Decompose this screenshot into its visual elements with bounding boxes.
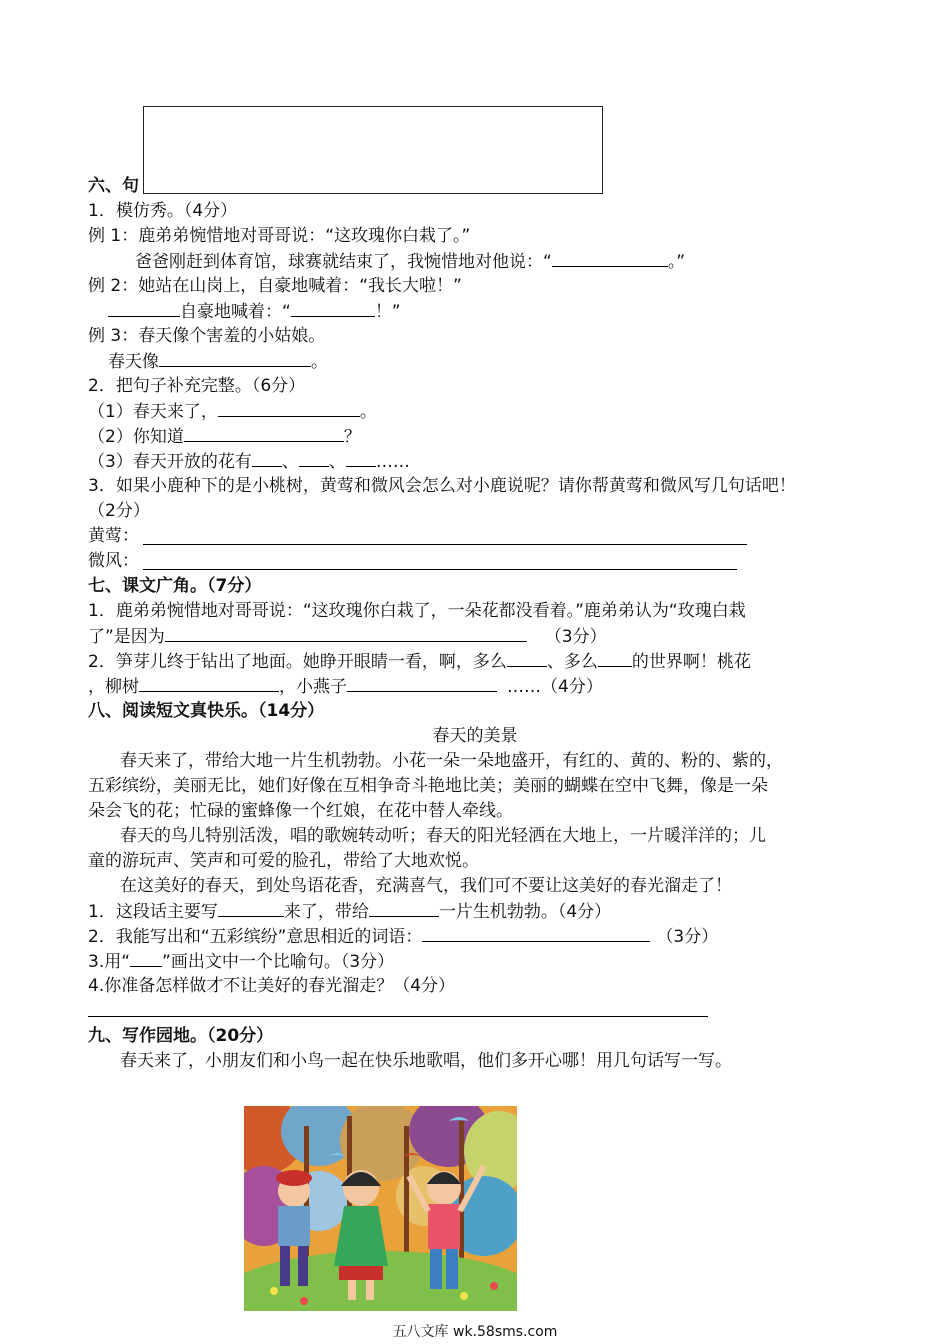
- blank[interactable]: [347, 674, 497, 692]
- q7-1-line2: 了”是因为 （3分）: [88, 624, 607, 649]
- passage-p1-line3: 朵会飞的花；忙碌的蜜蜂像一个红娘，在花中替人牵线。: [88, 801, 513, 821]
- footer-watermark: 五八文库 wk.58sms.com: [392, 1324, 558, 1340]
- blank-box: [143, 106, 603, 194]
- passage-p2-line1: 春天的鸟儿特别活泼，唱的歌婉转动听；春天的阳光轻洒在大地上，一片暖洋洋的；儿: [120, 826, 766, 846]
- passage-p1-line1: 春天来了，带给大地一片生机勃勃。小花一朵一朵地盛开，有红的、黄的、粉的、紫的，: [120, 751, 783, 771]
- q8-2: 2．我能写出和“五彩缤纷”意思相近的词语： （3分）: [88, 924, 718, 949]
- q7-2-line1: 2．笋芽儿终于钻出了地面。她睁开眼睛一看，啊，多么 、多么 的世界啊！桃花: [88, 649, 751, 674]
- blank[interactable]: [184, 424, 344, 442]
- example-1: 例 1：鹿弟弟惋惜地对哥哥说：“这玫瑰你白栽了。”: [88, 226, 471, 246]
- q6-2-3: （3）春天开放的花有 、 、 ……: [88, 449, 410, 474]
- blank[interactable]: [218, 899, 284, 917]
- example-3: 例 3：春天像个害羞的小姑娘。: [88, 326, 326, 346]
- blank: [130, 949, 162, 967]
- q6-2-1: （1）春天来了， 。: [88, 399, 377, 424]
- section-8-heading: 八、阅读短文真快乐。（14分）: [88, 701, 325, 721]
- blank[interactable]: [139, 674, 279, 692]
- answer-line[interactable]: [88, 1016, 708, 1017]
- blank[interactable]: [291, 299, 375, 317]
- blank[interactable]: [346, 449, 376, 467]
- blank[interactable]: [165, 624, 527, 642]
- blank[interactable]: [108, 299, 180, 317]
- q6-3-weifeng: 微风：: [88, 551, 139, 571]
- children-drawing-image: [244, 1106, 517, 1311]
- q8-1: 1．这段话主要写 来了，带给 一片生机勃勃。（4分）: [88, 899, 611, 924]
- blank[interactable]: [218, 399, 360, 417]
- passage-title: 春天的美景: [432, 726, 518, 746]
- blank[interactable]: [252, 449, 282, 467]
- blank[interactable]: [598, 649, 632, 667]
- q6-2-2: （2）你知道 ？: [88, 424, 361, 449]
- q6-3-score: （2分）: [88, 501, 150, 521]
- section-7-heading: 七、课文广角。（7分）: [88, 576, 262, 596]
- q7-2-line2: ，柳树 ，小燕子 ……（4分）: [88, 674, 603, 699]
- example-1-fill: 爸爸刚赶到体育馆，球赛就结束了，我惋惜地对他说：“ 。”: [135, 249, 685, 274]
- blank[interactable]: [299, 449, 329, 467]
- q8-3: 3.用“ ”画出文中一个比喻句。（3分）: [88, 949, 394, 974]
- answer-line[interactable]: [143, 544, 747, 545]
- blank[interactable]: [552, 249, 668, 267]
- answer-line[interactable]: [143, 569, 737, 570]
- q6-1-title: 1．模仿秀。（4分）: [88, 201, 238, 221]
- blank[interactable]: [369, 899, 439, 917]
- q6-2-title: 2．把句子补充完整。（6分）: [88, 376, 306, 396]
- example-2: 例 2：她站在山岗上，自豪地喊着：“我长大啦！”: [88, 276, 462, 296]
- passage-p2-line2: 童的游玩声、笑声和可爱的脸孔，带给了大地欢悦。: [88, 851, 479, 871]
- writing-prompt: 春天来了，小朋友们和小鸟一起在快乐地歌唱，他们多开心哪！用几句话写一写。: [120, 1051, 732, 1071]
- q6-3-title: 3．如果小鹿种下的是小桃树，黄莺和微风会怎么对小鹿说呢？请你帮黄莺和微风写几句话吧！: [88, 476, 796, 496]
- example-2-fill: 自豪地喊着：“ ！”: [108, 299, 401, 324]
- section-6-heading: 六、句: [88, 176, 139, 196]
- q7-1-line1: 1．鹿弟弟惋惜地对哥哥说：“这玫瑰你白栽了，一朵花都没看着。”鹿弟弟认为“玫瑰白栽: [88, 601, 746, 621]
- blank[interactable]: [507, 649, 547, 667]
- example-3-fill: 春天像 。: [108, 349, 328, 374]
- section-9-heading: 九、写作园地。（20分）: [88, 1026, 274, 1046]
- passage-p1-line2: 五彩缤纷，美丽无比，她们好像在互相争奇斗艳地比美；美丽的蝴蝶在空中飞舞，像是一朵: [88, 776, 768, 796]
- passage-p3-line1: 在这美好的春天，到处鸟语花香，充满喜气，我们可不要让这美好的春光溜走了！: [120, 876, 732, 896]
- q6-3-huangying: 黄莺：: [88, 526, 139, 546]
- blank[interactable]: [422, 924, 650, 942]
- q8-4: 4.你准备怎样做才不让美好的春光溜走？（4分）: [88, 976, 456, 996]
- blank[interactable]: [159, 349, 311, 367]
